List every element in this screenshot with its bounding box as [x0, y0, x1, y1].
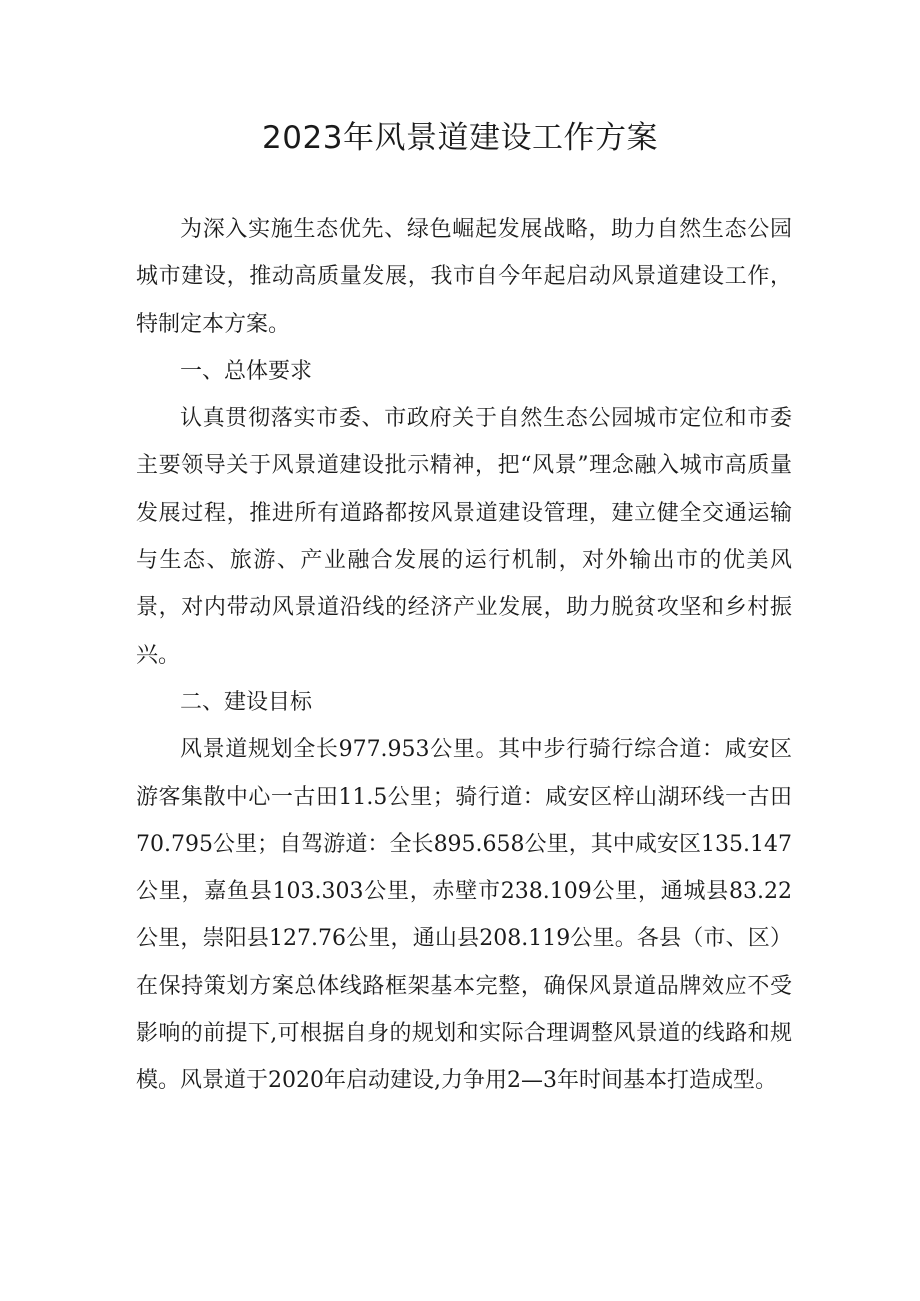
section-heading-construction-goals: 二、建设目标 — [180, 689, 313, 715]
document-title: 2023年风景道建设工作方案 — [262, 120, 658, 156]
intro-paragraph: 为深入实施生态优先、绿色崛起发展战略，助力自然生态公园城市建设，推动高质量发展，我市自今年起启动风景道建设工作，特制定本方案。 — [136, 217, 792, 337]
construction-goals-paragraph: 风景道规划全长977.953公里。其中步行骑行综合道：咸安区游客集散中心一古田11.5公里；骑行道：咸安区梓山湖环线一古田70.795公里；自驾游道：全长895.658公里，其中咸安区135.147公里，嘉鱼县103.303公里，赤壁市238.109公里，通城县83.22公里，崇阳县127.76公里，通山县208.119公里。各县（市、区）在保持策划方案总体线路框架基本完整，确保风景道品牌效应不受影响的前提下,可根据自身的规划和实际合理调整风景道的线路和规模。风景道于2020年启动建设,力争用2—3年时间基本打造成型。 — [136, 737, 792, 1094]
section-heading-general-requirements: 一、总体要求 — [180, 358, 313, 384]
document-body — [136, 206, 792, 1105]
general-requirements-paragraph: 认真贯彻落实市委、市政府关于自然生态公园城市定位和市委主要领导关于风景道建设批示精神，把“风景”理念融入城市高质量发展过程，推进所有道路都按风景道建设管理，建立健全交通运输与生态、旅游、产业融合发展的运行机制，对外输出市的优美风景，对内带动风景道沿线的经济产业发展，助力脱贫攻坚和乡村振兴。 — [136, 406, 792, 668]
